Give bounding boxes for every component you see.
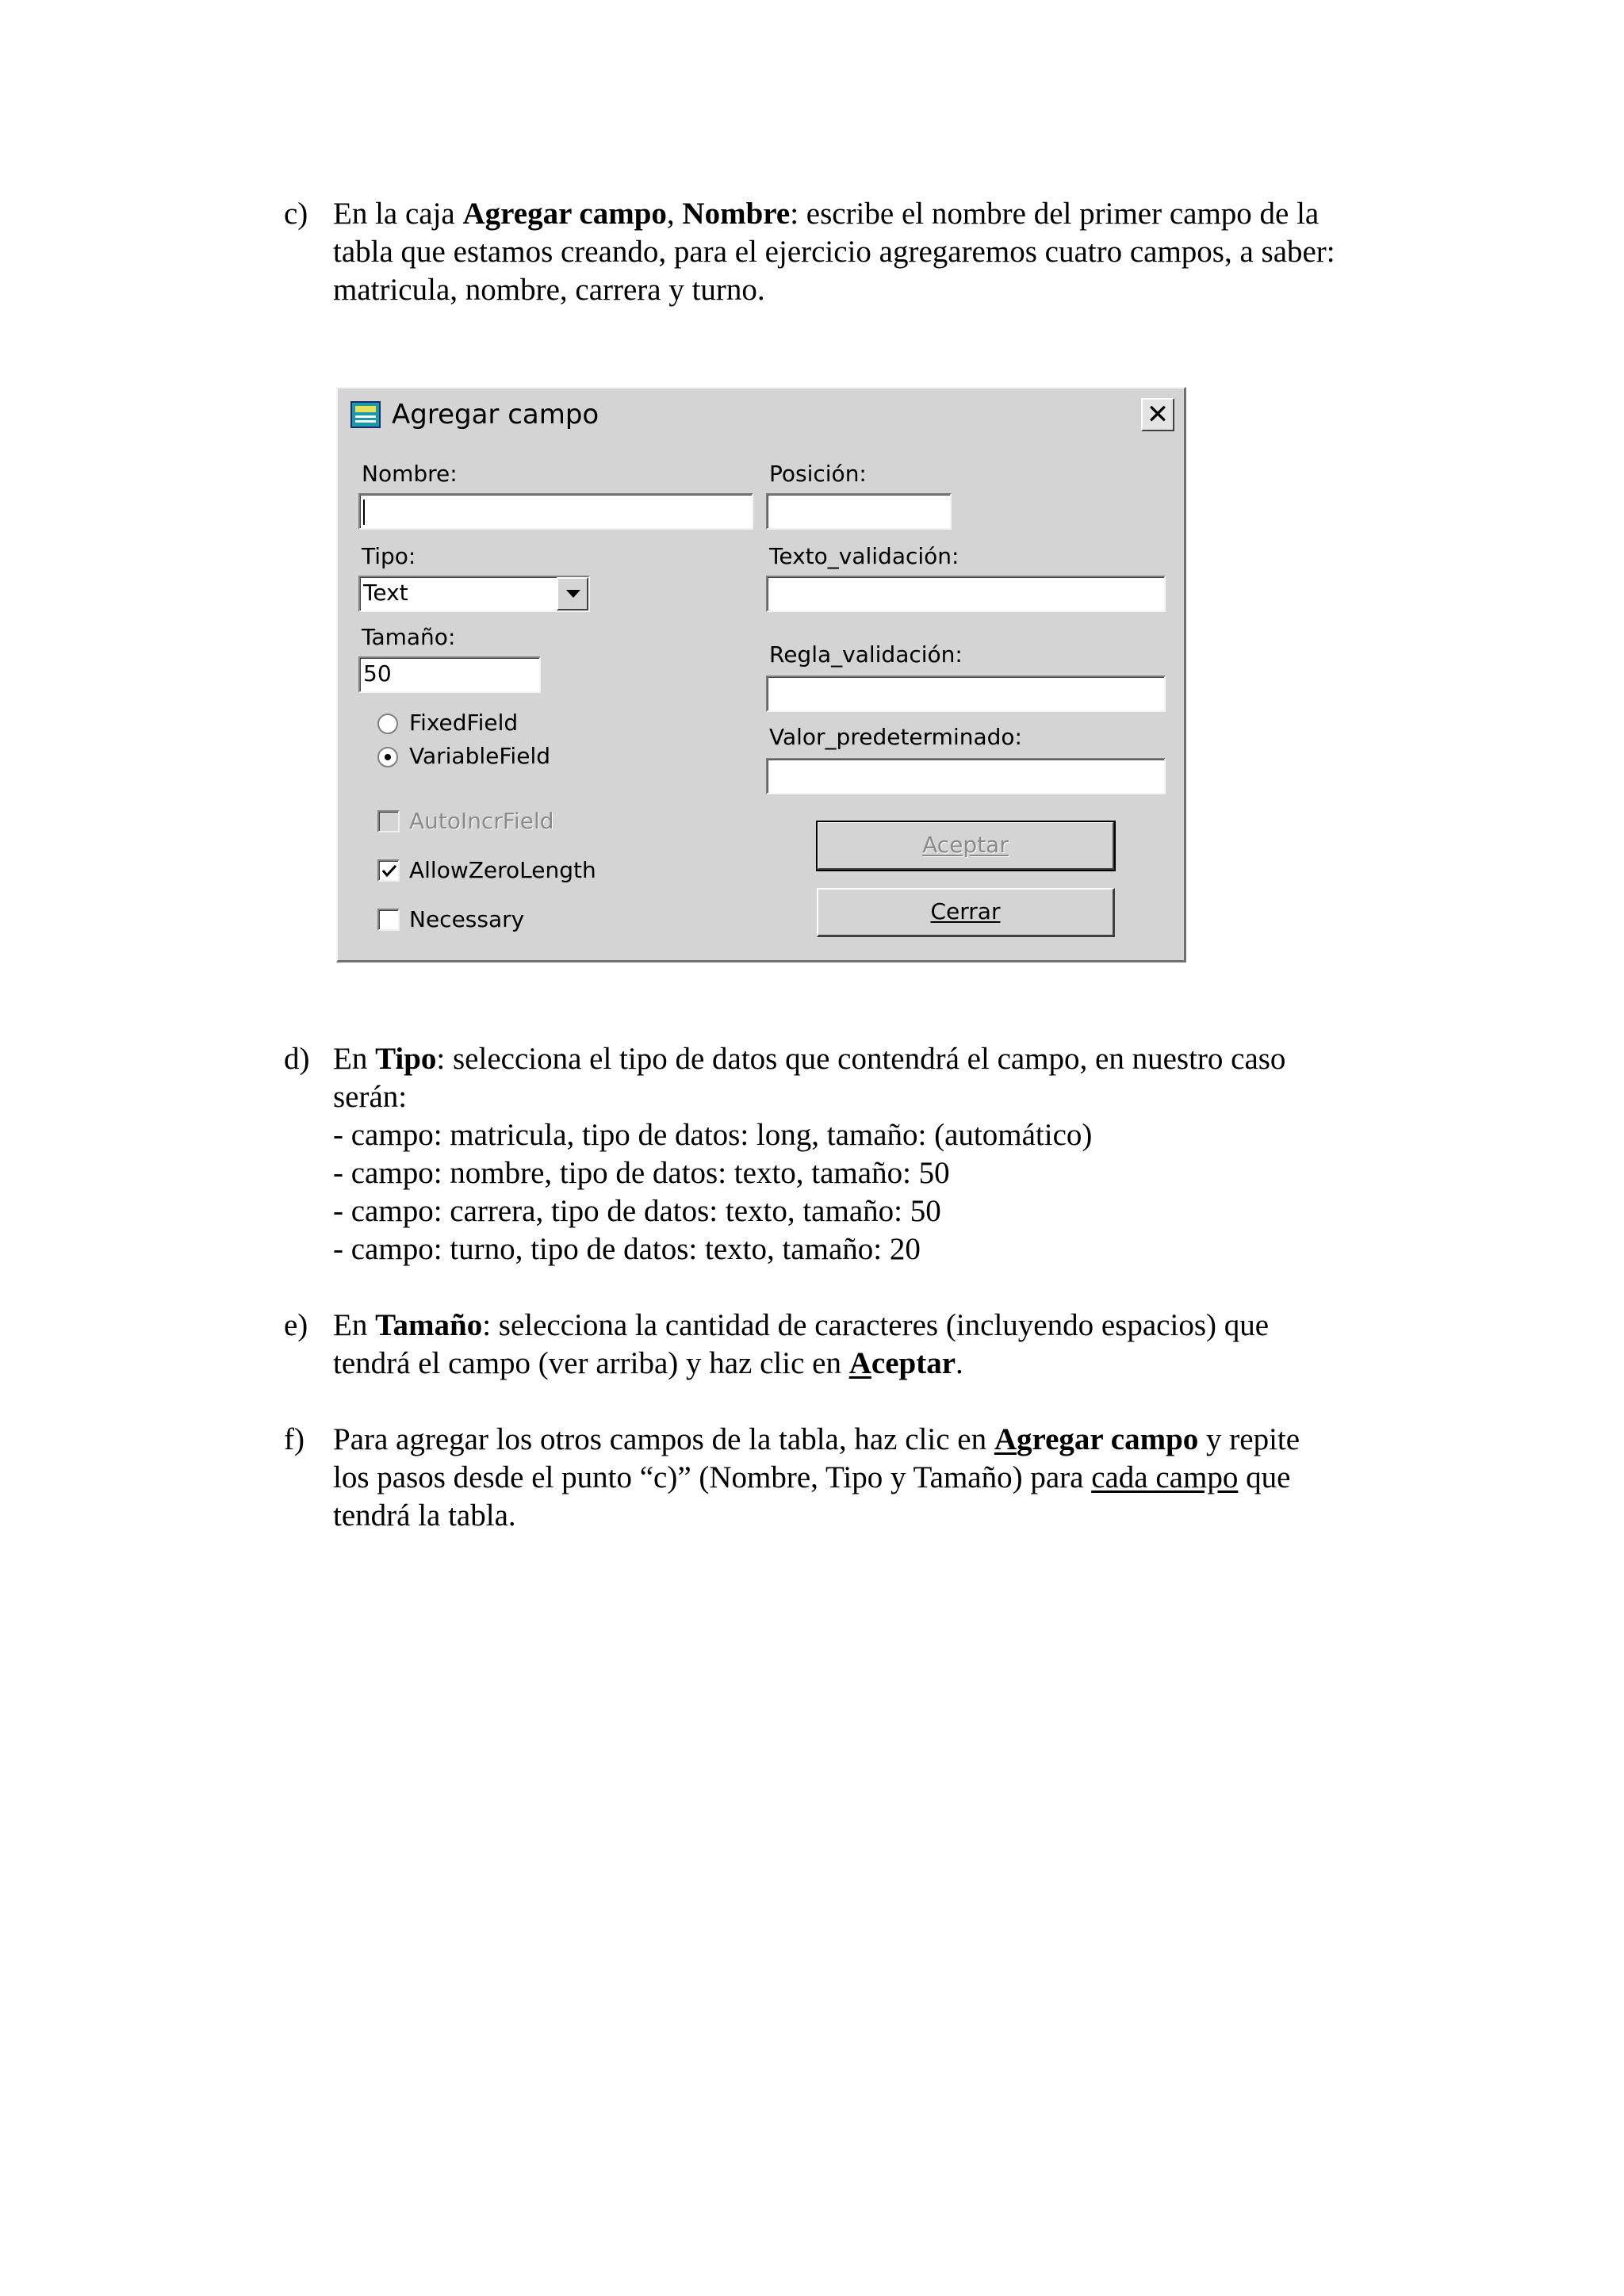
nombre-input[interactable] — [358, 493, 753, 530]
allowzerolength-checkbox[interactable] — [377, 859, 400, 882]
valor-predeterminado-label: Valor_predeterminado: — [769, 724, 1022, 750]
item-body — [333, 195, 1443, 309]
close-icon: ✕ — [1146, 399, 1170, 430]
allowzerolength-label[interactable]: AllowZeroLength — [409, 857, 596, 883]
bold-term: Tipo — [375, 1042, 437, 1076]
regla-validacion-label: Regla_validación: — [769, 641, 963, 668]
texto-validacion-input[interactable] — [766, 576, 1166, 612]
nombre-label: Nombre: — [362, 461, 458, 487]
item-body — [333, 1421, 1443, 1535]
close-button[interactable] — [1141, 398, 1174, 431]
cerrar-button[interactable] — [817, 888, 1115, 937]
text-run: : selecciona la cantidad de caracteres (incluyendo espacios) que — [482, 1308, 1270, 1342]
item-body — [333, 1307, 1443, 1383]
text-run: , — [666, 197, 683, 231]
cerrar-label: Cerrar — [930, 898, 1001, 924]
radio-selected-dot — [385, 754, 391, 760]
bold-term: Nombre — [682, 197, 791, 231]
text-run: gregar campo — [1017, 1422, 1199, 1456]
underlined-term: cada campo — [1091, 1460, 1239, 1494]
tipo-select[interactable] — [358, 576, 590, 612]
bold-term — [849, 1346, 956, 1380]
autoincrfield-checkbox[interactable] — [377, 810, 400, 832]
text-line: matricula, nombre, carrera y turno. — [333, 273, 765, 307]
necessary-label[interactable]: Necessary — [409, 906, 525, 932]
dialog-titlebar — [343, 393, 1179, 434]
bold-term: Agregar campo — [462, 197, 667, 231]
item-marker: c) — [284, 197, 308, 231]
fixedfield-label[interactable]: FixedField — [409, 710, 519, 736]
tipo-selected-value: Text — [363, 580, 408, 606]
texto-validacion-label: Texto_validación: — [769, 543, 959, 569]
tamano-input[interactable] — [358, 656, 541, 693]
text-run: los pasos desde el punto “c)” (Nombre, Tipo y Tamaño) para — [333, 1460, 1092, 1494]
text-line — [333, 1421, 1443, 1459]
text-line — [333, 1040, 1443, 1078]
text-run: ceptar — [871, 1346, 956, 1380]
text-run: y repite — [1198, 1422, 1300, 1456]
text-run: En la caja — [333, 197, 463, 231]
aceptar-button[interactable] — [817, 821, 1115, 871]
tamano-label: Tamaño: — [362, 624, 456, 650]
regla-validacion-input[interactable] — [766, 675, 1166, 712]
accelerator-letter: A — [848, 1346, 871, 1380]
text-line — [333, 1345, 1443, 1383]
text-line: - campo: matricula, tipo de datos: long, tamaño: (automático) — [333, 1118, 1093, 1152]
text-run: Para agregar los otros campos de la tabla, haz clic en — [333, 1422, 994, 1456]
tamano-value: 50 — [363, 660, 392, 687]
text-line — [333, 195, 1443, 233]
dialog-title: Agregar campo — [392, 399, 599, 430]
text-run: En — [333, 1042, 376, 1076]
item-marker: d) — [284, 1042, 310, 1076]
tipo-label: Tipo: — [362, 543, 416, 569]
valor-predeterminado-input[interactable] — [766, 758, 1166, 794]
text-line: - campo: turno, tipo de datos: texto, tamaño: 20 — [333, 1232, 921, 1266]
text-line: tendrá la tabla. — [333, 1498, 516, 1533]
posicion-input[interactable] — [766, 493, 952, 530]
variablefield-radio[interactable] — [377, 747, 398, 767]
item-marker: e) — [284, 1308, 308, 1342]
text-run: . — [956, 1346, 963, 1380]
chevron-down-icon — [566, 590, 580, 598]
necessary-checkbox[interactable] — [377, 909, 400, 931]
bold-term: Tamaño — [375, 1308, 483, 1342]
posicion-label: Posición: — [769, 461, 867, 487]
accelerator-letter: A — [994, 1422, 1017, 1456]
variablefield-label[interactable]: VariableField — [409, 743, 550, 769]
tipo-dropdown-button[interactable] — [557, 577, 588, 610]
item-marker: f) — [284, 1422, 304, 1456]
text-caret — [363, 499, 365, 525]
text-line: tabla que estamos creando, para el ejercicio agregaremos cuatro campos, a saber: — [333, 235, 1335, 269]
app-icon — [350, 401, 381, 428]
agregar-campo-dialog — [336, 387, 1186, 962]
checkmark-icon — [381, 863, 398, 880]
autoincrfield-label[interactable]: AutoIncrField — [409, 808, 554, 834]
text-run: : escribe el nombre del primer campo de la — [790, 197, 1320, 231]
text-line — [333, 1459, 1443, 1497]
fixedfield-radio[interactable] — [377, 714, 398, 734]
text-line: - campo: carrera, tipo de datos: texto, tamaño: 50 — [333, 1194, 941, 1228]
text-run: En — [333, 1308, 376, 1342]
text-line: - campo: nombre, tipo de datos: texto, tamaño: 50 — [333, 1156, 950, 1190]
text-line — [333, 1307, 1443, 1345]
item-body — [333, 1040, 1443, 1269]
text-run: : selecciona el tipo de datos que contendrá el campo, en nuestro caso — [436, 1042, 1286, 1076]
text-run: tendrá el campo (ver arriba) y haz clic en — [333, 1346, 849, 1380]
text-run: que — [1238, 1460, 1291, 1494]
text-line: serán: — [333, 1080, 408, 1114]
bold-term — [994, 1422, 1198, 1456]
aceptar-label: Aceptar — [922, 832, 1009, 858]
